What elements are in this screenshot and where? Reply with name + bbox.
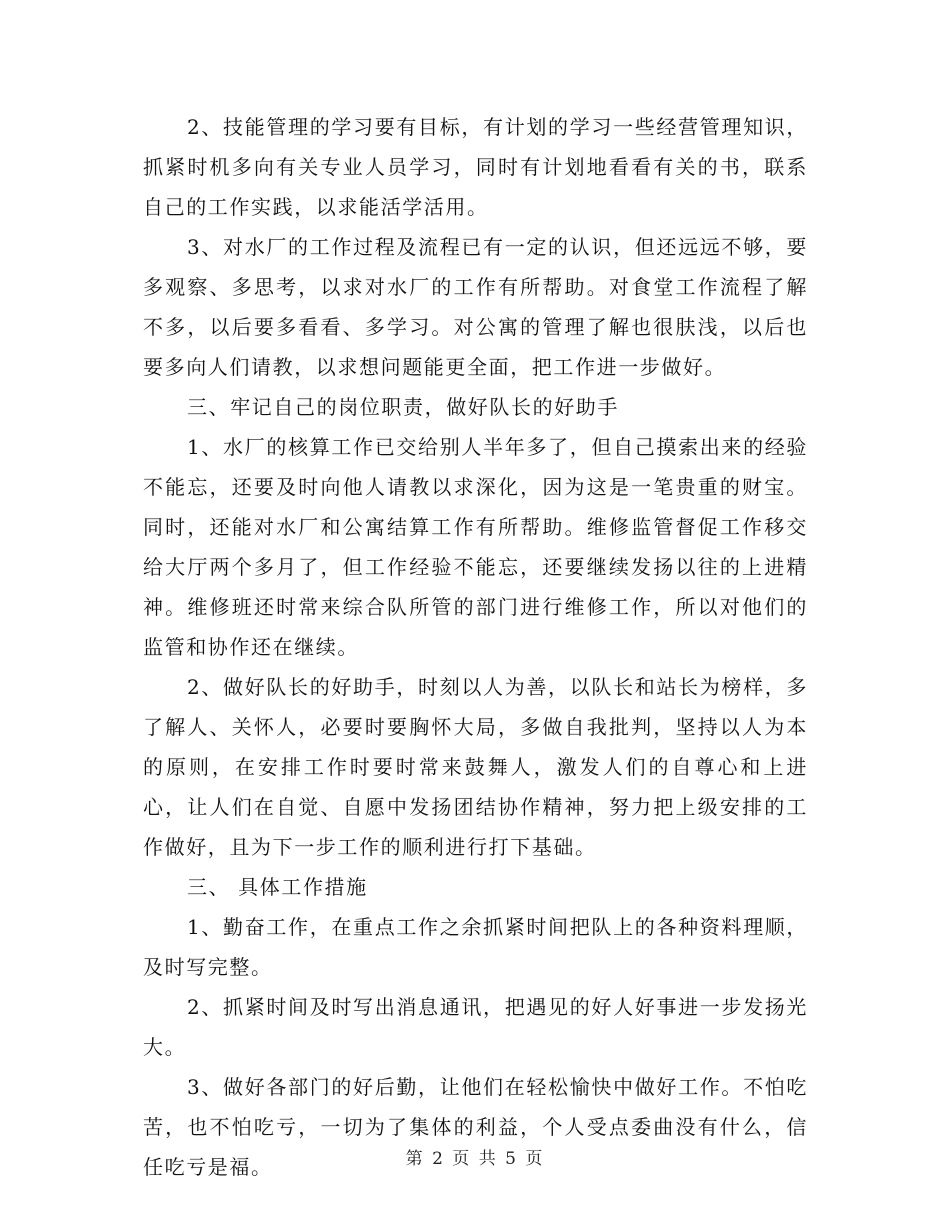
page-number-footer: 第 2 页 共 5 页	[405, 1149, 545, 1169]
paragraph-measure-logistics: 3、做好各部门的好后勤，让他们在轻松愉快中做好工作。不怕吃苦，也不怕吃亏，一切为了集体的利益，个人受点委曲没有什么，信任吃亏是福。	[143, 1075, 808, 1179]
paragraph-skill-learning: 2、技能管理的学习要有目标，有计划的学习一些经营管理知识，抓紧时机多向有关专业人员学习，同时有计划地看看有关的书，联系自己的工作实践，以求能活学活用。	[143, 115, 808, 219]
paragraph-accounting-experience: 1、水厂的核算工作已交给别人半年多了，但自己摸索出来的经验不能忘，还要及时向他人请教以求深化，因为这是一笔贵重的财宝。同时，还能对水厂和公寓结算工作有所帮助。维修监管督促工作移交给大厅两个多月了，但工作经验不能忘，还要继续发扬以往的上进精神。维修班还时常来综合队所管的部门进行维修工作，所以对他们的监管和协作还在继续。	[143, 435, 808, 659]
paragraph-measure-news: 2、抓紧时间及时写出消息通讯，把遇见的好人好事进一步发扬光大。	[143, 995, 808, 1059]
section-heading-measures: 三、 具体工作措施	[187, 875, 368, 899]
section-heading-duties: 三、牢记自己的岗位职责，做好队长的好助手	[187, 395, 619, 419]
document-body	[143, 107, 808, 1187]
paragraph-water-plant-process: 3、对水厂的工作过程及流程已有一定的认识，但还远远不够，要多观察、多思考，以求对水厂的工作有所帮助。对食堂工作流程了解不多，以后要多看看、多学习。对公寓的管理了解也很肤浅，以后也要多向人们请教，以求想问题能更全面，把工作进一步做好。	[143, 235, 808, 379]
paragraph-measure-diligence: 1、勤奋工作，在重点工作之余抓紧时间把队上的各种资料理顺，及时写完整。	[143, 915, 808, 979]
paragraph-team-assistant: 2、做好队长的好助手，时刻以人为善，以队长和站长为榜样，多了解人、关怀人，必要时要胸怀大局，多做自我批判，坚持以人为本的原则，在安排工作时要时常来鼓舞人，激发人们的自尊心和上进心，让人们在自觉、自愿中发扬团结协作精神，努力把上级安排的工作做好，且为下一步工作的顺利进行打下基础。	[143, 675, 808, 859]
